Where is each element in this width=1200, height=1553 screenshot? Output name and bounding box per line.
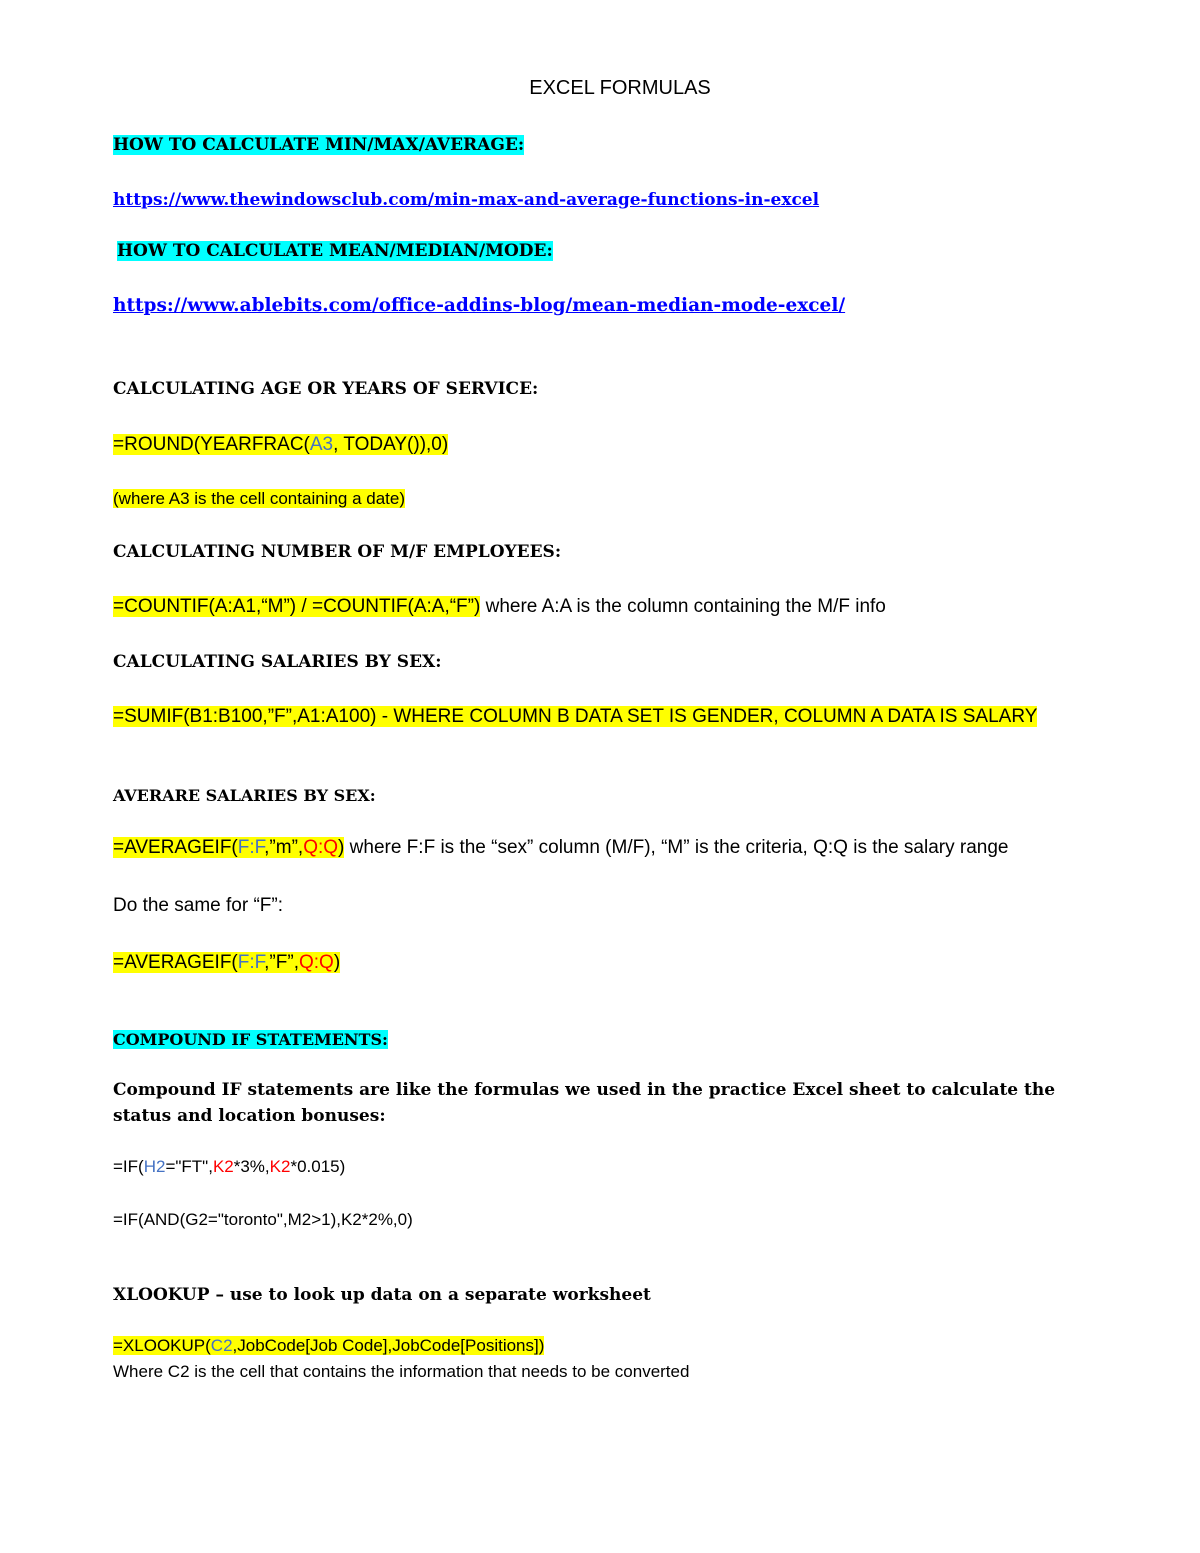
heading-age-service: CALCULATING AGE OR YEARS OF SERVICE: — [113, 379, 539, 399]
formula-part: =AVERAGEIF( — [113, 952, 238, 973]
formula-part: ,”F”, — [264, 952, 299, 973]
formula-highlight — [113, 1336, 544, 1355]
heading-text: HOW TO CALCULATE MIN/MAX/AVERAGE: — [113, 135, 525, 155]
note-age — [113, 489, 405, 509]
link-text[interactable]: https://www.thewindowsclub.com/min-max-and-average-functions-in-excel — [113, 190, 820, 210]
formula-sumif — [113, 706, 1037, 728]
text-same-for-f: Do the same for “F”: — [113, 895, 283, 916]
heading-mf-employees: CALCULATING NUMBER OF M/F EMPLOYEES: — [113, 542, 562, 562]
range-ref: Q:Q — [303, 837, 339, 858]
cell-ref: H2 — [143, 1157, 166, 1176]
compound-description-line-1: Compound IF statements are like the formulas we used in the practice Excel sheet to calculate the — [113, 1080, 1056, 1100]
formula-part: , TODAY()),0) — [333, 434, 449, 455]
formula-xlookup — [113, 1336, 544, 1356]
heading-average-salaries: AVERARE SALARIES BY SEX: — [113, 786, 376, 805]
formula-part: ,”m”, — [264, 837, 304, 858]
heading-text: COMPOUND IF STATEMENTS: — [113, 1030, 388, 1049]
section-heading-compound-if — [113, 1030, 388, 1049]
note-text: (where A3 is the cell containing a date) — [113, 489, 406, 508]
link-text[interactable]: https://www.ablebits.com/office-addins-blog/mean-median-mode-excel/ — [113, 295, 846, 316]
page-title: EXCEL FORMULAS — [529, 77, 711, 99]
formula-note: where F:F is the “sex” column (M/F), “M” is the criteria, Q:Q is the salary range — [344, 837, 1009, 858]
cell-ref: K2 — [212, 1157, 234, 1176]
range-ref: F:F — [237, 952, 265, 973]
formula-text: =COUNTIF(A:A1,“M”) / =COUNTIF(A:A,“F”) — [113, 596, 481, 617]
formula-part: *3%, — [233, 1157, 270, 1176]
formula-age — [113, 434, 448, 456]
link-mean-median-mode[interactable] — [113, 295, 845, 316]
formula-if-location: =IF(AND(G2="toronto",M2>1),K2*2%,0) — [113, 1210, 413, 1229]
heading-salaries-by-sex: CALCULATING SALARIES BY SEX: — [113, 652, 442, 672]
formula-part: *0.015) — [290, 1157, 346, 1176]
heading-text: HOW TO CALCULATE MEAN/MEDIAN/MODE: — [117, 241, 553, 261]
formula-part: =AVERAGEIF( — [113, 837, 238, 858]
cell-ref: A3 — [309, 434, 334, 455]
formula-averageif-f — [113, 952, 340, 974]
formula-highlight — [113, 837, 344, 858]
range-ref: F:F — [237, 837, 265, 858]
note-xlookup: Where C2 is the cell that contains the information that needs to be converted — [113, 1362, 690, 1381]
formula-part: =IF( — [113, 1157, 144, 1176]
formula-averageif-m — [113, 837, 1008, 859]
range-ref: Q:Q — [298, 952, 334, 973]
section-heading-mean-median-mode — [117, 241, 553, 261]
link-min-max-average[interactable] — [113, 190, 819, 210]
formula-part: ) — [333, 952, 341, 973]
formula-highlight — [113, 952, 340, 973]
formula-part: ,JobCode[Job Code],JobCode[Positions]) — [232, 1336, 545, 1355]
formula-part: ) — [338, 837, 345, 858]
formula-text: =SUMIF(B1:B100,”F”,A1:A100) - WHERE COLUMN B DATA SET IS GENDER, COLUMN A DATA IS SALARY — [113, 706, 1038, 727]
heading-xlookup: XLOOKUP – use to look up data on a separate worksheet — [113, 1285, 651, 1305]
formula-countif — [113, 596, 886, 618]
cell-ref: K2 — [269, 1157, 291, 1176]
formula-highlight — [113, 434, 448, 455]
formula-note: where A:A is the column containing the M/F info — [480, 596, 886, 617]
cell-ref: C2 — [210, 1336, 233, 1355]
formula-part: =ROUND(YEARFRAC( — [113, 434, 310, 455]
formula-if-status — [113, 1157, 345, 1177]
formula-part: ="FT", — [165, 1157, 213, 1176]
section-heading-min-max-average — [113, 135, 524, 155]
formula-part: =XLOOKUP( — [113, 1336, 211, 1355]
compound-description-line-2: status and location bonuses: — [113, 1106, 386, 1126]
